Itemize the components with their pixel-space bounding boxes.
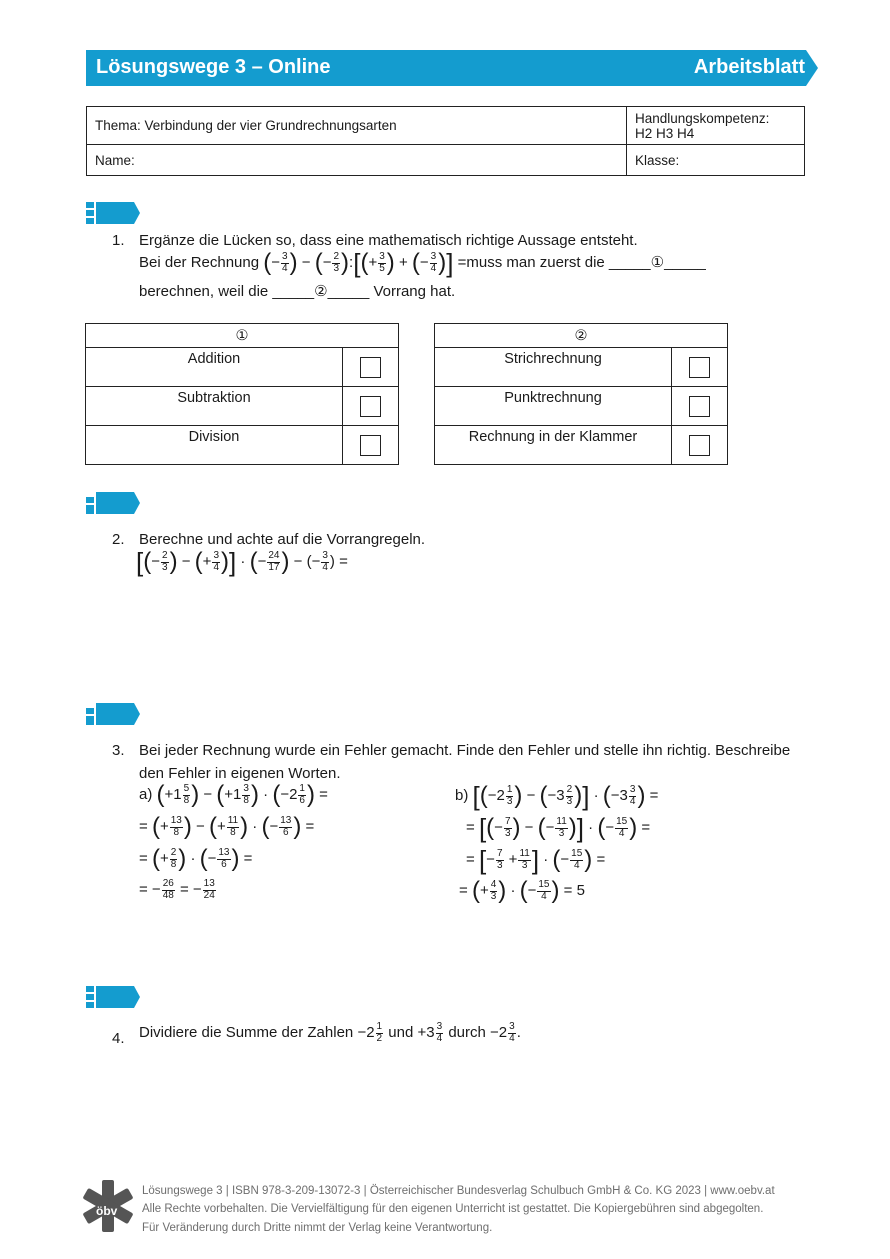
options-table-2 [434,323,728,465]
task3-instruction-2: den Fehler in eigenen Worten. [139,765,341,782]
option-checkbox[interactable] [689,435,710,456]
option-label: Rechnung in der Klammer [435,426,672,465]
option-checkbox[interactable] [360,435,381,456]
task3b-line2: = [(− $\frac{7}{3}$ ) − (− $\frac{11}{3}$ )] · (− $\frac{15}{4}$ ) = [466,813,651,843]
info-table [86,106,805,176]
option-label: Strichrechnung [435,348,672,387]
option-checkbox[interactable] [360,357,381,378]
options-table-1 [85,323,399,465]
table-header: ② [435,324,728,348]
option-label: Addition [86,348,343,387]
task1-line3: berechnen, weil die _____②_____ Vorrang hat. [139,283,456,300]
section-icon [86,492,138,514]
task-number: 3. [112,742,125,759]
option-label: Subtraktion [86,387,343,426]
option-checkbox[interactable] [689,396,710,417]
task3b-line1: b) [(−2 $\frac{1}{3}$ ) − (−3 $\frac{2}{3}$ )] · (−3 $\frac{3}{4}$ ) = [455,781,659,811]
header-arrow [806,50,818,86]
competence-cell: Handlungskompetenz: H2 H3 H4 [627,107,805,145]
section-icon [86,986,138,1008]
table-header: ① [86,324,399,348]
task-number: 1. [112,232,125,249]
name-field[interactable]: Name: [87,145,627,176]
section-icon [86,703,138,725]
class-field[interactable]: Klasse: [627,145,805,176]
logo-text: öbv [96,1204,118,1218]
task4-instruction: Dividiere die Summe der Zahlen −2 $\frac{1}{2}$ und +3 $\frac{3}{4}$ durch −2 $\frac{3}{4}$ . [139,1021,521,1044]
header-worksheet-label: Arbeitsblatt [693,56,805,78]
task3a-line4: = − $\frac{26}{48}$ = − $\frac{13}{24}$ [139,878,215,901]
task1-expression-line: Bei der Rechnung (− $\frac{3}{4}$ ) − (− $\frac{2}{3}$ ):[(+ $\frac{3}{5}$ ) + (− $\frac{3}{4}$ )] =muss man zuerst die _____①_____ [139,248,706,278]
task1-instruction: Ergänze die Lücken so, dass eine mathematisch richtige Aussage entsteht. [139,232,638,249]
header-title: Lösungswege 3 – Online [96,56,331,78]
option-checkbox[interactable] [360,396,381,417]
task3a-line1: a) (+1 $\frac{5}{8}$ ) − (+1 $\frac{3}{8}$ ) · (−2 $\frac{1}{6}$ ) = [139,781,328,808]
task-number: 4. [112,1030,125,1047]
task3b-line4: = (+ $\frac{4}{3}$ ) · (− $\frac{15}{4}$ ) = 5 [459,877,585,904]
task2-expression: [(− $\frac{2}{3}$ ) − (+ $\frac{3}{4}$ )] · (− $\frac{24}{17}$ ) − (− $\frac{3}{4}$ ) = [136,547,348,577]
section-icon [86,202,138,224]
option-checkbox[interactable] [689,357,710,378]
task3a-line3: = (+ $\frac{2}{8}$ ) · (− $\frac{13}{6}$ ) = [139,845,253,872]
footer-text: Lösungswege 3 | ISBN 978-3-209-13072-3 | Österreichischer Bundesverlag Schulbuch GmbH & Co. KG 2023 | www.oebv.at Alle Rechte vorbehalten. Die Vervielfältigung für den eigenen Unterricht ist gestattet. Die Kopiergebühren sind abgegolten. Für Veränderung durch Dritte nimmt der Verlag keine Verantwortung. [142,1185,775,1234]
topic-cell: Thema: Verbindung der vier Grundrechnungsarten [87,107,627,145]
task2-instruction: Berechne und achte auf die Vorrangregeln. [139,531,426,548]
option-label: Punktrechnung [435,387,672,426]
task3a-line2: = (+ $\frac{13}{8}$ ) − (+ $\frac{11}{8}$ ) · (− $\frac{13}{6}$ ) = [139,813,315,840]
task-number: 2. [112,531,125,548]
task3-instruction: Bei jeder Rechnung wurde ein Fehler gemacht. Finde den Fehler und stelle ihn richtig. Beschreibe [139,742,791,759]
task3b-line3: = [− $\frac{7}{3}$ + $\frac{11}{3}$ ] · (− $\frac{15}{4}$ ) = [466,845,606,875]
option-label: Division [86,426,343,465]
